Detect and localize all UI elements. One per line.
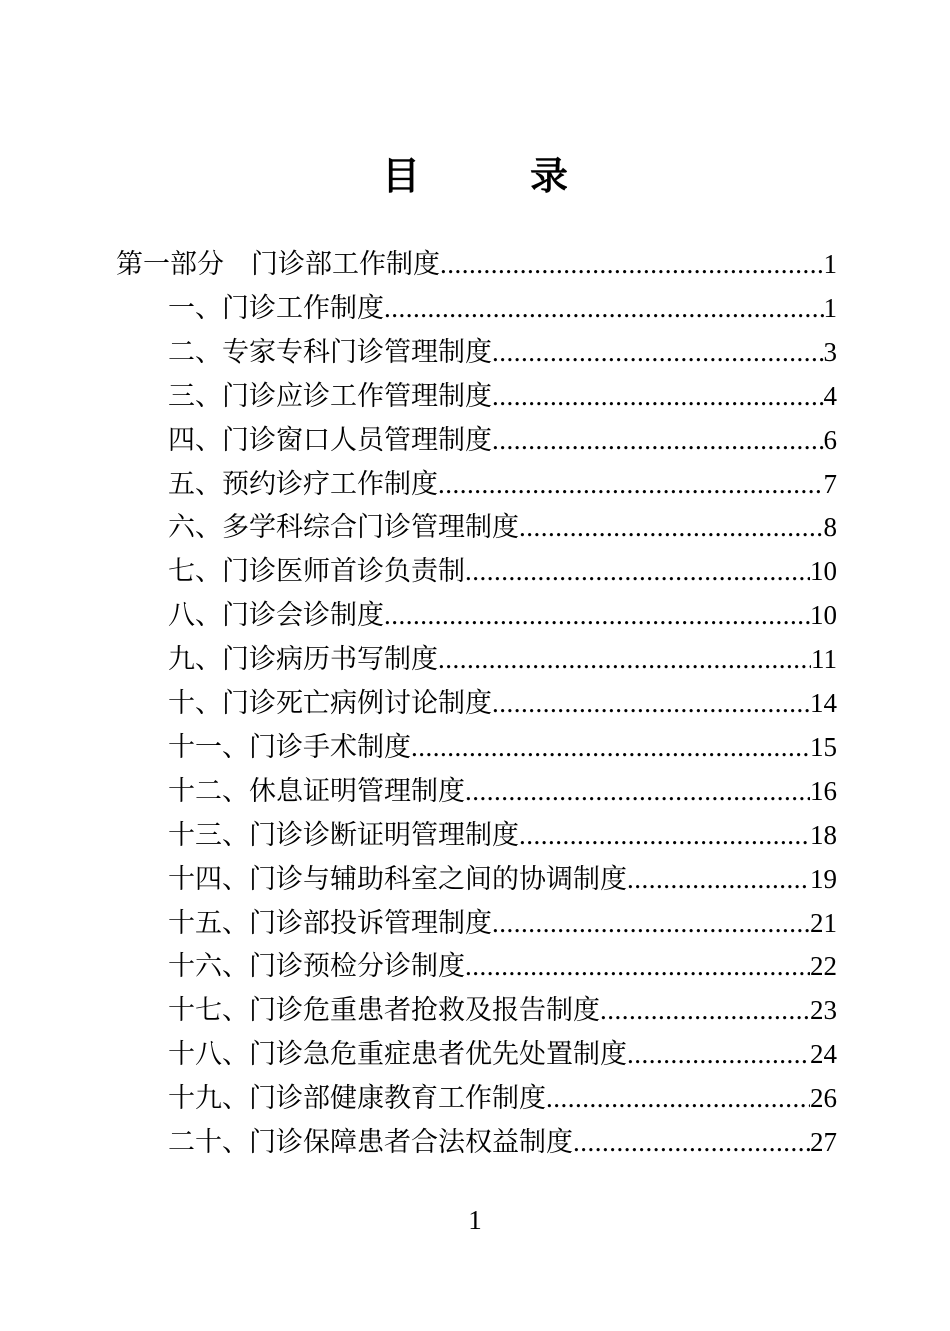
toc-dot-leader (546, 1078, 810, 1118)
toc-part-entry[interactable] (116, 244, 837, 284)
toc-entry-title: 九、门诊病历书写制度 (168, 644, 438, 676)
toc-entry[interactable] (168, 376, 837, 416)
toc-dot-leader (384, 288, 824, 328)
toc-entry[interactable] (168, 990, 837, 1030)
toc-entry-page: 7 (823, 468, 837, 499)
toc-entry-title: 十二、休息证明管理制度 (168, 775, 465, 807)
toc-entry-page: 11 (811, 644, 837, 675)
toc-dot-leader (411, 727, 810, 767)
toc-entry[interactable] (168, 551, 837, 591)
toc-entry[interactable] (168, 639, 837, 679)
toc-entry-page: 10 (810, 556, 837, 587)
toc-entry-title: 六、多学科综合门诊管理制度 (168, 512, 519, 544)
toc-dot-leader (438, 639, 811, 679)
toc-entry[interactable] (168, 683, 837, 723)
toc-entry[interactable] (168, 903, 837, 943)
toc-entry[interactable] (168, 1078, 837, 1118)
toc-dot-leader (465, 551, 810, 591)
toc-entry-title: 十七、门诊危重患者抢救及报告制度 (168, 995, 600, 1027)
toc-entry-page: 14 (810, 688, 837, 718)
toc-dot-leader (465, 946, 810, 986)
toc-entry[interactable] (168, 464, 837, 504)
toc-entry-title: 二、专家专科门诊管理制度 (168, 336, 492, 368)
toc-dot-leader (600, 990, 810, 1030)
toc-entry-page: 23 (810, 995, 837, 1026)
toc-entry-title: 十四、门诊与辅助科室之间的协调制度 (168, 863, 627, 895)
toc-dot-leader (519, 815, 810, 855)
toc-entry-title: 十五、门诊部投诉管理制度 (168, 907, 492, 939)
toc-dot-leader (492, 683, 810, 723)
toc-entry-page: 22 (810, 951, 837, 982)
toc-entry[interactable] (168, 727, 837, 767)
toc-entry-title: 第一部分 门诊部工作制度 (116, 249, 440, 280)
page-title: 目 录 (381, 154, 604, 198)
toc-dot-leader (519, 507, 824, 547)
toc-entry-page: 27 (810, 1127, 837, 1157)
toc-entry-title: 三、门诊应诊工作管理制度 (168, 380, 492, 412)
toc-entry-page: 15 (810, 731, 837, 762)
toc-entry-page: 26 (810, 1083, 837, 1114)
toc-entry-title: 四、门诊窗口人员管理制度 (168, 424, 492, 456)
toc-entry-page: 6 (823, 424, 837, 455)
toc-entry-page: 3 (823, 336, 837, 367)
toc-entry[interactable] (168, 946, 837, 986)
toc-dot-leader (492, 376, 824, 416)
toc-entry-title: 十九、门诊部健康教育工作制度 (168, 1083, 546, 1115)
toc-entry-page: 1 (823, 292, 837, 323)
toc-dot-leader (465, 771, 810, 811)
page-number: 1 (468, 1205, 482, 1235)
toc-dot-leader (492, 420, 824, 460)
toc-entry-page: 4 (823, 380, 837, 411)
toc-entry[interactable] (168, 1122, 837, 1162)
toc-entry-page: 10 (810, 600, 837, 631)
toc-entry-title: 十、门诊死亡病例讨论制度 (168, 688, 492, 719)
toc-entry-title: 七、门诊医师首诊负责制 (168, 556, 465, 588)
toc-dot-leader (492, 903, 810, 943)
toc-entry-title: 二十、门诊保障患者合法权益制度 (168, 1127, 573, 1158)
toc-entry-title: 一、门诊工作制度 (168, 292, 384, 324)
toc-entry-title: 十一、门诊手术制度 (168, 731, 411, 763)
toc-dot-leader (627, 859, 810, 899)
toc-entry[interactable] (168, 595, 837, 635)
toc-dot-leader (627, 1034, 810, 1074)
toc-entry[interactable] (168, 288, 837, 328)
toc-entry[interactable] (168, 332, 837, 372)
toc-entry-title: 八、门诊会诊制度 (168, 600, 384, 632)
toc-dot-leader (438, 464, 824, 504)
toc-entry-page: 24 (810, 1039, 837, 1070)
toc-entry-page: 16 (810, 775, 837, 806)
toc-entry-title: 五、预约诊疗工作制度 (168, 468, 438, 500)
toc-entry[interactable] (168, 771, 837, 811)
toc-entry[interactable] (168, 859, 837, 899)
toc-entry[interactable] (168, 1034, 837, 1074)
toc-entry-title: 十八、门诊急危重症患者优先处置制度 (168, 1039, 627, 1071)
toc-dot-leader (384, 595, 810, 635)
toc-entry-page: 19 (810, 863, 837, 894)
toc-entry-page: 21 (810, 907, 837, 938)
toc-entry-page: 1 (823, 249, 837, 279)
toc-dot-leader (440, 244, 824, 284)
toc-entry[interactable] (168, 420, 837, 460)
toc-entry-page: 18 (810, 819, 837, 850)
toc-entry-page: 8 (823, 512, 837, 543)
toc-dot-leader (573, 1122, 810, 1162)
toc-entry-title: 十六、门诊预检分诊制度 (168, 951, 465, 983)
toc-entry-title: 十三、门诊诊断证明管理制度 (168, 819, 519, 851)
toc-dot-leader (492, 332, 824, 372)
toc-entry[interactable] (168, 815, 837, 855)
toc-entry[interactable] (168, 507, 837, 547)
